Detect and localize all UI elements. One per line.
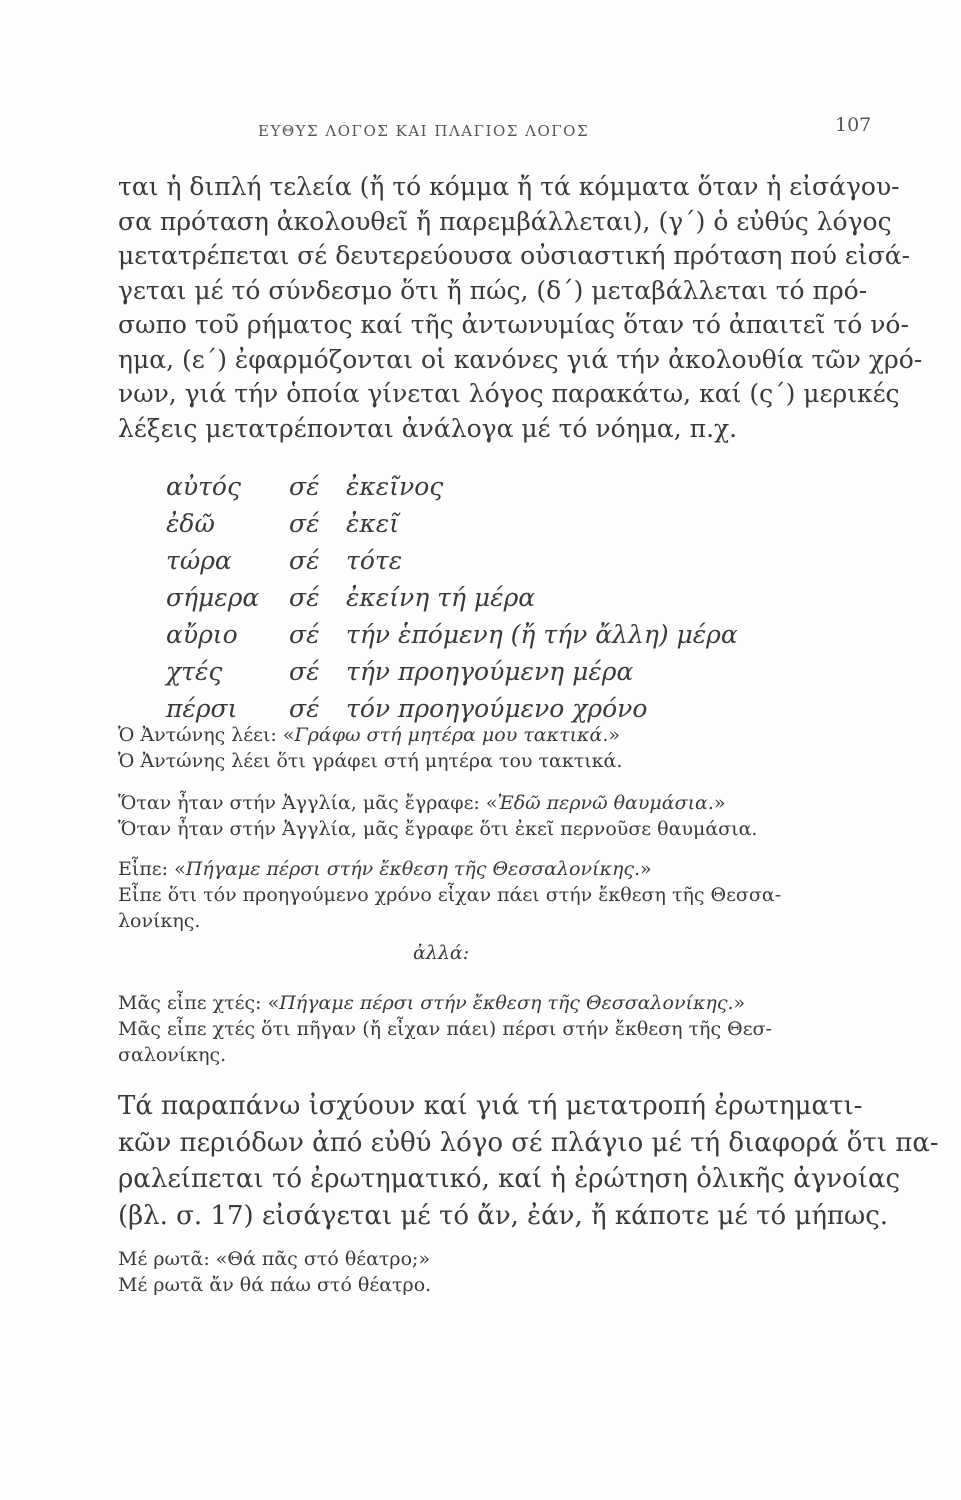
example-1 (118, 722, 818, 774)
word-separator: σέ (289, 509, 320, 538)
word-direct: αὔριο (166, 620, 238, 649)
word-indirect: τήν προηγούμενη μέρα (346, 657, 634, 686)
example-direct: Εἶπε: «Πήγαμε πέρσι στήν ἔκθεση τῆς Θεσσαλονίκης.» (118, 858, 652, 880)
word-indirect: τόν προηγούμενο χρόνο (346, 694, 648, 723)
word-separator: σέ (289, 546, 320, 575)
example-direct: Μέ ρωτᾶ: «Θά πᾶς στό θέατρο;» (118, 1248, 431, 1270)
paragraph-1 (118, 170, 923, 446)
text-line: κῶν περιόδων ἀπό εὐθύ λόγο σέ πλάγιο μέ τή διαφορά ὅτι πα- (118, 1127, 939, 1158)
word-indirect: ἐκεῖνος (346, 472, 444, 501)
example-indirect: Ὅταν ἦταν στήν Ἀγγλία, μᾶς ἔγραφε ὅτι ἐκεῖ περνοῦσε θαυμάσια. (118, 818, 758, 840)
paragraph-2 (118, 1088, 939, 1234)
word-direct: χτές (166, 657, 223, 686)
table-row (166, 579, 738, 616)
text-line: μετατρέπεται σέ δευτερεύουσα οὐσιαστική πρόταση πού εἰσά- (118, 241, 911, 270)
word-separator: σέ (289, 583, 320, 612)
text-line: (βλ. σ. 17) εἰσάγεται μέ τό ἄν, ἐάν, ἤ κάποτε μέ τό μήπως. (118, 1200, 889, 1231)
text-line: γεται μέ τό σύνδεσμο ὅτι ἤ πώς, (δ΄) μεταβάλλεται τό πρό- (118, 275, 868, 305)
table-row (166, 653, 738, 690)
example-direct: Ὅταν ἦταν στήν Ἀγγλία, μᾶς ἔγραφε: «Ἐδῶ περνῶ θαυμάσια.» (118, 792, 726, 814)
word-direct: αὐτός (166, 472, 241, 501)
word-direct: τώρα (166, 546, 232, 575)
example-indirect: Εἶπε ὅτι τόν προηγούμενο χρόνο εἶχαν πάει στήν ἔκθεση τῆς Θεσσα- (118, 884, 782, 906)
example-indirect: Μέ ρωτᾶ ἄν θά πάω στό θέατρο. (118, 1274, 432, 1296)
table-row (166, 468, 738, 505)
text-line: ημα, (ε΄) ἐφαρμόζονται οἱ κανόνες γιά τήν ἀκολουθία τῶν χρό- (118, 344, 923, 374)
word-direct: πέρσι (166, 694, 238, 723)
example-indirect-cont: λονίκης. (118, 910, 201, 932)
example-direct: Μᾶς εἶπε χτές: «Πήγαμε πέρσι στήν ἔκθεση τῆς Θεσσαλονίκης.» (118, 992, 746, 1014)
word-direct: ἐδῶ (166, 509, 215, 538)
text-line: σωπο τοῦ ρήματος καί τῆς ἀντωνυμίας ὅταν τό ἀπαιτεῖ τό νό- (118, 310, 909, 339)
table-row (166, 616, 738, 653)
word-indirect: ἐκεῖ (346, 509, 400, 538)
word-separator: σέ (289, 620, 320, 649)
conversion-table (166, 468, 738, 727)
word-separator: σέ (289, 694, 320, 723)
page-number: 107 (835, 114, 872, 136)
word-separator: σέ (289, 472, 320, 501)
text-line: λέξεις μετατρέπονται ἀνάλογα μέ τό νόημα, π.χ. (118, 413, 738, 443)
example-final (118, 1246, 818, 1298)
table-row (166, 505, 738, 542)
example-direct: Ὁ Ἀντώνης λέει: «Γράφω στή μητέρα μου τακτικά.» (118, 724, 621, 746)
alla-label: ἀλλά: (413, 942, 470, 964)
example-indirect: Μᾶς εἶπε χτές ὅτι πῆγαν (ἤ εἶχαν πάει) πέρσι στήν ἔκθεση τῆς Θεσ- (118, 1018, 772, 1040)
word-indirect: τήν ἑπόμενη (ἤ τήν ἄλλη) μέρα (346, 620, 738, 649)
example-indirect: Ὁ Ἀντώνης λέει ὅτι γράφει στή μητέρα του τακτικά. (118, 750, 623, 772)
example-4 (118, 990, 818, 1068)
table-row (166, 542, 738, 579)
running-head: ΕΥΘΥΣ ΛΟΓΟΣ ΚΑΙ ΠΛΑΓΙΟΣ ΛΟΓΟΣ (258, 122, 590, 140)
text-line: νων, γιά τήν ὁποία γίνεται λόγος παρακάτω, καί (ς΄) μερικές (118, 379, 900, 408)
word-indirect: ἐκείνη τή μέρα (346, 583, 536, 612)
example-3 (118, 856, 818, 934)
word-indirect: τότε (346, 546, 403, 575)
example-indirect-cont: σαλονίκης. (118, 1044, 227, 1066)
word-separator: σέ (289, 657, 320, 686)
word-direct: σήμερα (166, 583, 260, 612)
text-line: ται ἡ διπλή τελεία (ἤ τό κόμμα ἤ τά κόμματα ὅταν ἡ εἰσάγου- (118, 172, 900, 201)
example-2 (118, 790, 818, 842)
text-line: ραλείπεται τό ἐρωτηματικό, καί ἡ ἐρώτηση ὁλικῆς ἀγνοίας (118, 1164, 901, 1194)
text-line: Τά παραπάνω ἰσχύουν καί γιά τή μετατροπή ἐρωτηματι- (118, 1091, 863, 1121)
text-line: σα πρόταση ἀκολουθεῖ ἤ παρεμβάλλεται), (γ΄) ὁ εὐθύς λόγος (118, 206, 892, 236)
